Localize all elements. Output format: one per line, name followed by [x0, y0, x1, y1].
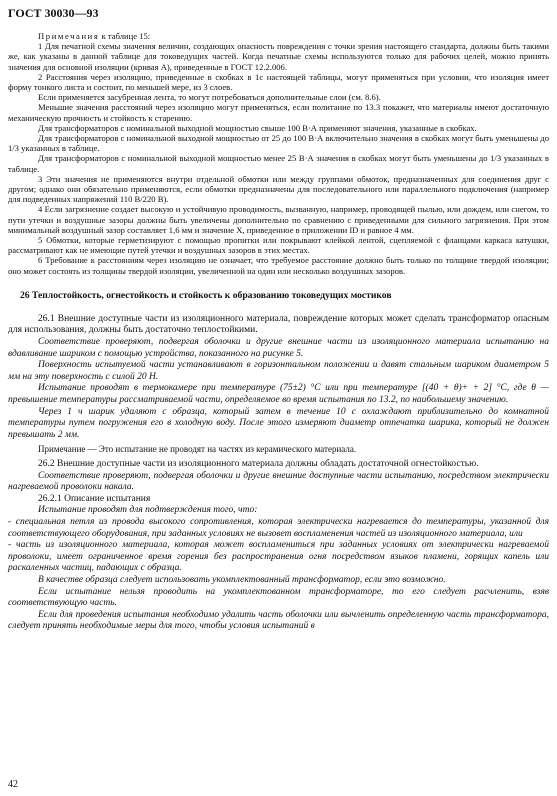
page-content: [8, 31, 549, 633]
section-paragraph: 26.2.1 Описание испытания: [38, 493, 151, 504]
section-paragraph: Если для проведения испытания необходимо удалить часть оболочки или вычленить определенную часть трансформатора, следует принять необходимые меры для того, чтобы условия испытаний в: [8, 609, 549, 632]
section-paragraph: Испытание проводят в термокамере при температуре (75±2) °С или при температуре [(40 + θ)+ + 2] °С, где θ — превышение температуры рассматриваемой части, определяемое во время испытания по 13.2, по наибольшему значению.: [8, 383, 549, 406]
note-paragraph: Если применяется засубренная лента, то могут потребоваться дополнительные слои (см. 8.6).: [38, 92, 381, 103]
note-paragraph: 1 Для печатной схемы значения величин, создающих опасность повреждения с точки зрения настоящего стандарта, должны быть такими же, как указаны в данной таблице для токоведущих частей. Когда печатные схемы используются только для рабочих целей, можно принять значения для основной изоляции (кривая А), приведенные в ГОСТ 12.2.006.: [8, 41, 549, 72]
notes-heading-rest: к таблице 15:: [99, 31, 151, 41]
note-paragraph: 6 Требование к расстояниям через изоляцию не означает, что требуемое расстояние должно быть только по толщине твердой изоляции; оно может состоять из толщины твердой изоляции, увеличенной на один или несколько воздушных зазоров.: [8, 255, 549, 276]
note-paragraph: 4 Если загрязнение создает высокую и устойчивую проводимость, вызванную, например, проводящей пылью, или дождем, или снегом, то пути утечки и воздушные зазоры должны быть увеличены дополнительно по сравнению с приведенными для сильного загрязнения. При этом минимальный воздушный зазор составляет 1,6 мм и значение X, приведенное в приложении ID и равное 4 мм.: [8, 204, 549, 235]
page-number: 42: [8, 779, 18, 790]
section-paragraph: Поверхность испытуемой части устанавливают в горизонтальном положении и давят стальным шариком диаметром 5 мм на эту поверхность с силой 20 Н.: [8, 360, 549, 382]
note-paragraph: Для трансформаторов с номинальной выходной мощностью от 25 до 100 В·А включительно значения в скобках могут быть уменьшены до 1/3 указанных в таблице.: [8, 133, 549, 154]
section-paragraph: 26.1 Внешние доступные части из изоляционного материала, повреждение которых может сделать трансформатор опасным для использования, должны быть достаточно теплостойкими.: [8, 313, 549, 336]
note-paragraph: Для трансформаторов с номинальной выходной мощностью менее 25 В·А значения в скобках могут быть уменьшены до 1/3 указанных в таблице.: [8, 153, 549, 174]
page-header-title: ГОСТ 30030—93: [8, 6, 99, 20]
section-paragraph: Испытание проводят для подтверждения того, что:: [38, 505, 258, 516]
section-paragraph: - специальная петля из провода высокого сопротивления, которая электрически нагревается до температуры, указанной для соответствующего оборудования, при заданных условиях не вызовет воспламенения частей из изоляционного материала, или: [8, 516, 549, 539]
note-paragraph: 5 Обмотки, которые герметизируют с помощью пропитки или покрывают клейкой лентой, сцепляемой с фланцами каркаса катушки, рассматривают как не имеющие путей утечки и воздушных зазоров в этих местах.: [8, 235, 549, 256]
section-paragraph: Если испытание нельзя проводить на укомплектованном трансформаторе, то его следует расчленить, взяв соответствующую часть.: [8, 586, 549, 609]
section-paragraph: - часть из изоляционного материала, которая может воспламениться при заданных условиях от электрически нагреваемой проволоки, имеет ограниченное время горения без распространения огня посредством языков пламени, горящих капель или раскаленных частиц, падающих с образца.: [8, 540, 549, 574]
section-heading: 26 Теплостойкость, огнестойкость и стойкость к образованию токоведущих мостиков: [20, 289, 392, 301]
notes-heading-word: Примечания: [38, 31, 100, 41]
section-paragraph: 26.2 Внешние доступные части из изоляционного материала должны обладать достаточной огнестойкостью.: [38, 459, 479, 469]
note-paragraph: 3 Эти значения не применяются внутри отдельной обмотки или между группами обмоток, предназначенных для соединения друг с другом; однако они обязательно применяются, если обмотки предназначены для последовательного или параллельного подключения (например для подведенных напряжений 110 В/220 В).: [8, 173, 549, 205]
section-body: [8, 314, 549, 633]
section-paragraph: Соответствие проверяют, подвергая оболочки и другие внешние части из изоляционного материала испытанию на вдавливание шариком с помощью устройства, показанного на рисунке 5.: [8, 337, 549, 359]
notes-heading: [8, 31, 549, 41]
section-paragraph: Через 1 ч шарик удаляют с образца, который затем в течение 10 с охлаждают приблизительно до комнатной температуры путем погружения его в холодную воду. После этого измеряют диаметр отпечатка шарика, который не должен превышать 2 мм.: [8, 406, 549, 440]
section-paragraph: Примечание — Это испытание не проводят на частях из керамического материала.: [38, 444, 357, 455]
note-paragraph: Меньшие значения расстояний через изоляцию могут применяться, если политание по 13.3 покажет, что материалы имеют достаточную механическую прочность и стойкость к старению.: [8, 102, 549, 123]
notes-list: [8, 41, 549, 276]
section-paragraph: Соответствие проверяют, подвергая оболочки и другие внешние доступные части испытанию, посредством электрически нагреваемой проволоки накала.: [8, 470, 549, 493]
note-paragraph: 2 Расстояния через изоляцию, приведенные в скобках в 1с настоящей таблицы, могут применяться при условии, что изоляция имеет форму тонкого листа и состоит, по меньшей мере, из 3 слоев.: [8, 71, 549, 93]
note-paragraph: Для трансформаторов с номинальной выходной мощностью свыше 100 В·А применяют значения, указанные в скобках.: [38, 122, 477, 133]
section-paragraph: В качестве образца следует использовать укомплектованный трансформатор, если это возможно.: [38, 574, 446, 585]
